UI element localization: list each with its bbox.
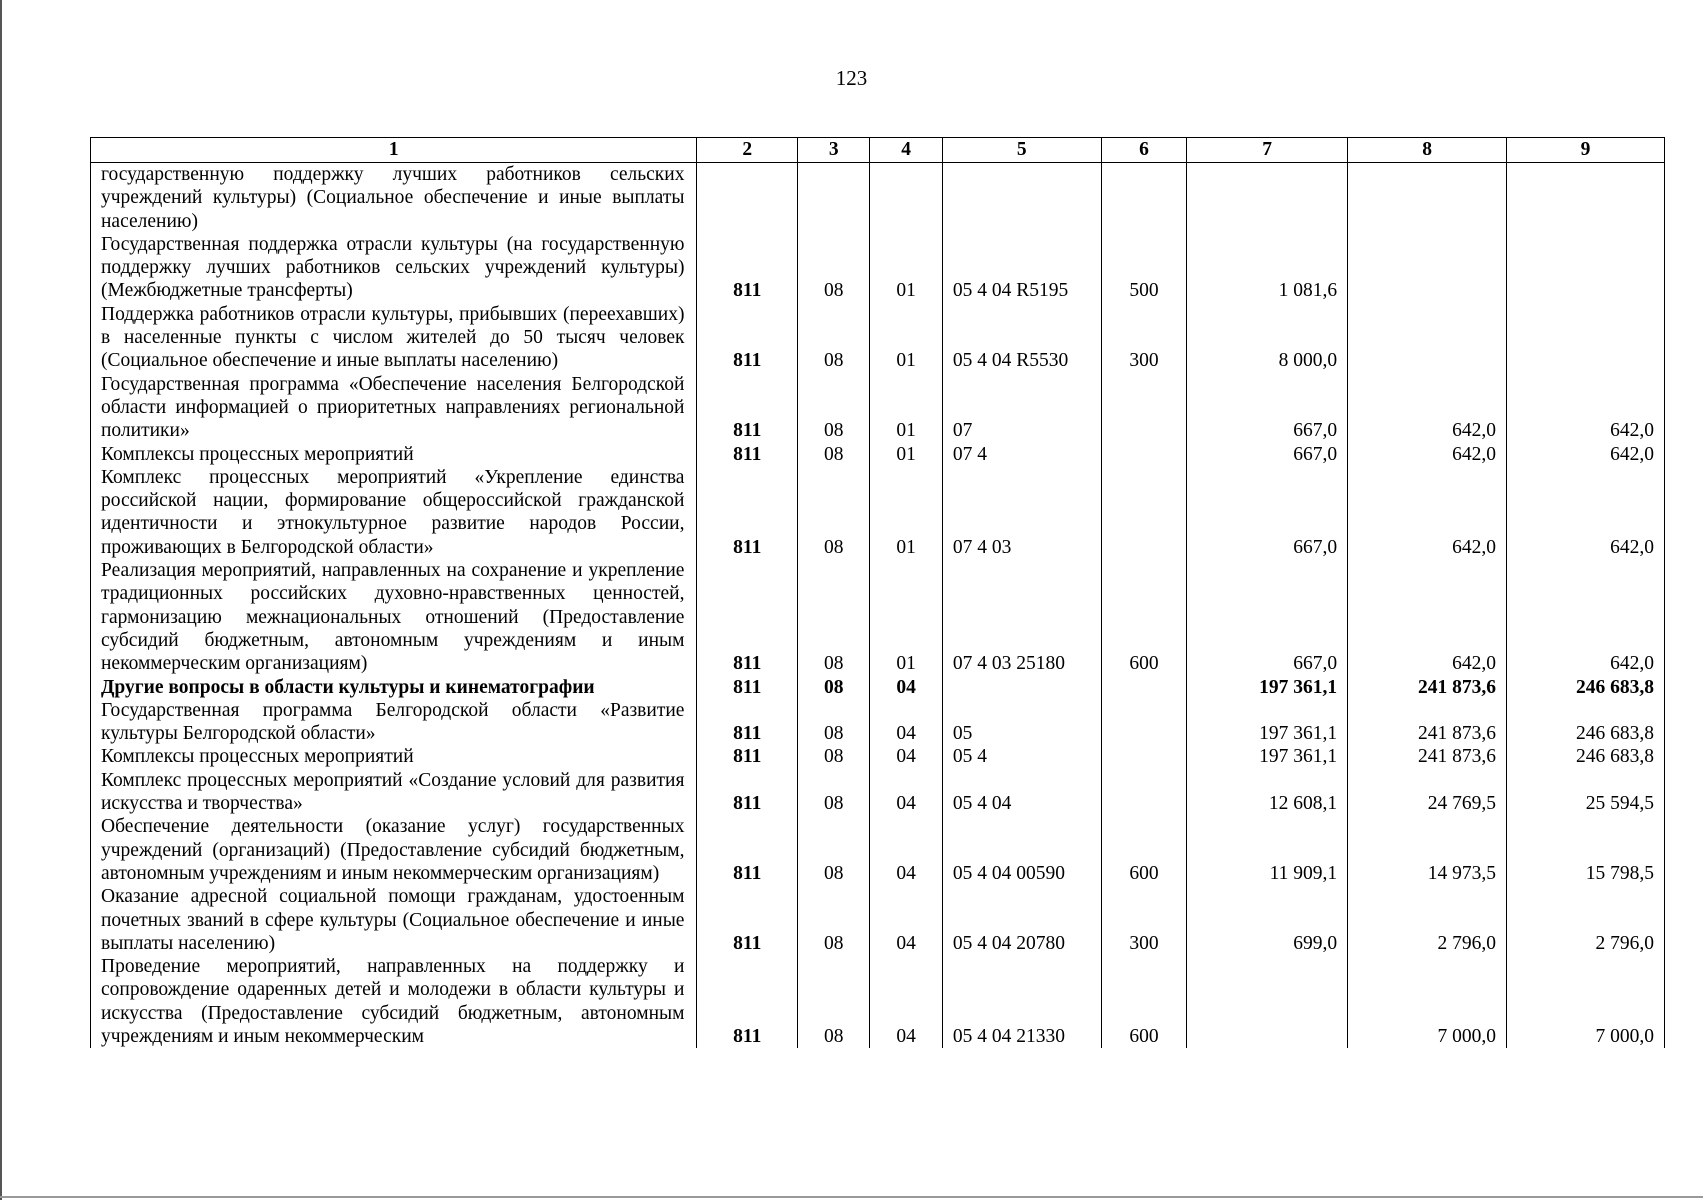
expense-type-cell [1101,163,1186,233]
expense-type-cell: 600 [1101,815,1186,885]
section-code-cell: 08 [798,466,870,559]
admin-code-cell: 811 [697,769,798,816]
admin-code-cell: 811 [697,699,798,746]
target-article-cell: 05 [942,699,1101,746]
target-article-cell: 05 4 04 R5530 [942,303,1101,373]
amount-year2-cell: 7 000,0 [1348,955,1507,1048]
amount-year3-cell: 7 000,0 [1507,955,1665,1048]
subsection-code-cell: 01 [870,466,942,559]
column-header: 2 [697,138,798,163]
target-article-cell: 05 4 04 00590 [942,815,1101,885]
row-description: Комплексы процессных мероприятий [91,443,697,466]
table-row [91,955,1665,1048]
target-article-cell: 05 4 [942,745,1101,768]
amount-year2-cell: 642,0 [1348,559,1507,675]
header-row [91,138,1665,163]
expense-type-cell [1101,373,1186,443]
amount-year1-cell: 197 361,1 [1187,699,1348,746]
subsection-code-cell: 01 [870,443,942,466]
subsection-code-cell: 01 [870,559,942,675]
amount-year3-cell: 642,0 [1507,466,1665,559]
subsection-code-cell: 04 [870,745,942,768]
expense-type-cell: 600 [1101,559,1186,675]
amount-year1-cell: 667,0 [1187,559,1348,675]
row-description: Комплекс процессных мероприятий «Создание условий для развития искусства и творчества» [91,769,697,816]
admin-code-cell [697,163,798,233]
section-code-cell: 08 [798,699,870,746]
target-article-cell: 05 4 04 20780 [942,885,1101,955]
column-header: 9 [1507,138,1665,163]
amount-year1-cell: 197 361,1 [1187,676,1348,699]
amount-year2-cell: 642,0 [1348,373,1507,443]
target-article-cell: 07 4 03 25180 [942,559,1101,675]
section-code-cell: 08 [798,815,870,885]
admin-code-cell: 811 [697,466,798,559]
page-edge [0,0,2,1200]
subsection-code-cell: 01 [870,303,942,373]
amount-year3-cell: 246 683,8 [1507,699,1665,746]
column-header: 1 [91,138,697,163]
amount-year2-cell: 241 873,6 [1348,699,1507,746]
table-row [91,233,1665,303]
column-header: 3 [798,138,870,163]
section-code-cell: 08 [798,885,870,955]
amount-year3-cell: 25 594,5 [1507,769,1665,816]
amount-year1-cell: 1 081,6 [1187,233,1348,303]
amount-year3-cell: 246 683,8 [1507,745,1665,768]
admin-code-cell: 811 [697,559,798,675]
subsection-code-cell: 04 [870,955,942,1048]
row-description: Государственная поддержка отрасли культуры (на государственную поддержку лучших работников сельских учреждений культуры) (Межбюджетные трансферты) [91,233,697,303]
amount-year1-cell: 12 608,1 [1187,769,1348,816]
row-description: Обеспечение деятельности (оказание услуг) государственных учреждений (организаций) (Предоставление субсидий бюджетным, автономным учреждениям и иным некоммерческим организациям) [91,815,697,885]
row-description: Государственная программа Белгородской области «Развитие культуры Белгородской области» [91,699,697,746]
row-description: Комплексы процессных мероприятий [91,745,697,768]
row-description: Комплекс процессных мероприятий «Укрепление единства российской нации, формирование общероссийской гражданской идентичности и этнокультурное развитие народов России, проживающих в Белгородской области» [91,466,697,559]
row-description: государственную поддержку лучших работников сельских учреждений культуры) (Социальное обеспечение и иные выплаты населению) [91,163,697,233]
table-row [91,745,1665,768]
subsection-code-cell: 01 [870,373,942,443]
amount-year1-cell: 11 909,1 [1187,815,1348,885]
admin-code-cell: 811 [697,955,798,1048]
table-row [91,373,1665,443]
subsection-code-cell: 04 [870,815,942,885]
amount-year2-cell [1348,233,1507,303]
expense-type-cell: 600 [1101,955,1186,1048]
expense-type-cell [1101,676,1186,699]
column-header: 6 [1101,138,1186,163]
row-description: Поддержка работников отрасли культуры, прибывших (переехавших) в населенные пункты с числом жителей до 50 тысяч человек (Социальное обеспечение и иные выплаты населению) [91,303,697,373]
target-article-cell: 05 4 04 21330 [942,955,1101,1048]
subsection-code-cell: 01 [870,233,942,303]
amount-year3-cell: 642,0 [1507,559,1665,675]
amount-year3-cell: 642,0 [1507,443,1665,466]
amount-year3-cell [1507,163,1665,233]
amount-year3-cell: 642,0 [1507,373,1665,443]
target-article-cell [942,676,1101,699]
expense-type-cell [1101,769,1186,816]
budget-table [90,137,1665,1048]
amount-year2-cell: 642,0 [1348,466,1507,559]
section-code-cell: 08 [798,559,870,675]
table-row [91,699,1665,746]
amount-year1-cell: 667,0 [1187,443,1348,466]
expense-type-cell [1101,699,1186,746]
target-article-cell: 07 4 [942,443,1101,466]
page-number: 123 [835,66,868,90]
admin-code-cell: 811 [697,373,798,443]
subsection-code-cell: 04 [870,769,942,816]
expense-type-cell: 500 [1101,233,1186,303]
target-article-cell: 07 4 03 [942,466,1101,559]
amount-year1-cell: 197 361,1 [1187,745,1348,768]
row-description: Реализация мероприятий, направленных на сохранение и укрепление традиционных российских духовно-нравственных ценностей, гармонизацию межнациональных отношений (Предоставление субсидий бюджетным, автономным учреждениям и иным некоммерческим организациям) [91,559,697,675]
amount-year3-cell: 246 683,8 [1507,676,1665,699]
amount-year3-cell [1507,303,1665,373]
row-description: Другие вопросы в области культуры и кинематографии [91,676,697,699]
column-header: 5 [942,138,1101,163]
table-row [91,769,1665,816]
row-description: Проведение мероприятий, направленных на поддержку и сопровождение одаренных детей и молодежи в области культуры и искусства (Предоставление субсидий бюджетным, автономным учреждениям и иным некоммерческим [91,955,697,1048]
column-header: 8 [1348,138,1507,163]
admin-code-cell: 811 [697,303,798,373]
section-code-cell: 08 [798,373,870,443]
column-header: 4 [870,138,942,163]
table-row [91,815,1665,885]
section-code-cell: 08 [798,303,870,373]
amount-year2-cell: 642,0 [1348,443,1507,466]
table-row [91,559,1665,675]
row-description: Государственная программа «Обеспечение населения Белгородской области информацией о приоритетных направлениях региональной политики» [91,373,697,443]
subsection-code-cell: 04 [870,699,942,746]
table-body [91,163,1665,1049]
amount-year3-cell [1507,233,1665,303]
admin-code-cell: 811 [697,885,798,955]
section-code-cell: 08 [798,769,870,816]
table-row [91,163,1665,233]
amount-year2-cell: 2 796,0 [1348,885,1507,955]
amount-year1-cell: 667,0 [1187,466,1348,559]
amount-year2-cell: 24 769,5 [1348,769,1507,816]
target-article-cell: 05 4 04 R5195 [942,233,1101,303]
subsection-code-cell: 04 [870,676,942,699]
expense-type-cell [1101,745,1186,768]
page-edge [0,1196,1703,1198]
admin-code-cell: 811 [697,233,798,303]
table-row [91,443,1665,466]
admin-code-cell: 811 [697,443,798,466]
table-row [91,466,1665,559]
amount-year1-cell: 667,0 [1187,373,1348,443]
row-description: Оказание адресной социальной помощи гражданам, удостоенным почетных званий в сфере культуры (Социальное обеспечение и иные выплаты населению) [91,885,697,955]
column-header: 7 [1187,138,1348,163]
amount-year2-cell [1348,163,1507,233]
expense-type-cell [1101,466,1186,559]
admin-code-cell: 811 [697,676,798,699]
target-article-cell: 05 4 04 [942,769,1101,816]
section-code-cell: 08 [798,443,870,466]
amount-year2-cell [1348,303,1507,373]
target-article-cell [942,163,1101,233]
section-code-cell [798,163,870,233]
expense-type-cell: 300 [1101,885,1186,955]
section-code-cell: 08 [798,676,870,699]
amount-year1-cell: 699,0 [1187,885,1348,955]
section-code-cell: 08 [798,955,870,1048]
admin-code-cell: 811 [697,815,798,885]
section-code-cell: 08 [798,745,870,768]
expense-type-cell: 300 [1101,303,1186,373]
table-row [91,676,1665,699]
amount-year2-cell: 241 873,6 [1348,676,1507,699]
amount-year3-cell: 15 798,5 [1507,815,1665,885]
amount-year2-cell: 241 873,6 [1348,745,1507,768]
admin-code-cell: 811 [697,745,798,768]
amount-year3-cell: 2 796,0 [1507,885,1665,955]
target-article-cell: 07 [942,373,1101,443]
amount-year1-cell [1187,163,1348,233]
subsection-code-cell [870,163,942,233]
amount-year2-cell: 14 973,5 [1348,815,1507,885]
table-row [91,885,1665,955]
section-code-cell: 08 [798,233,870,303]
subsection-code-cell: 04 [870,885,942,955]
amount-year1-cell: 8 000,0 [1187,303,1348,373]
expense-type-cell [1101,443,1186,466]
table-row [91,303,1665,373]
amount-year1-cell [1187,955,1348,1048]
